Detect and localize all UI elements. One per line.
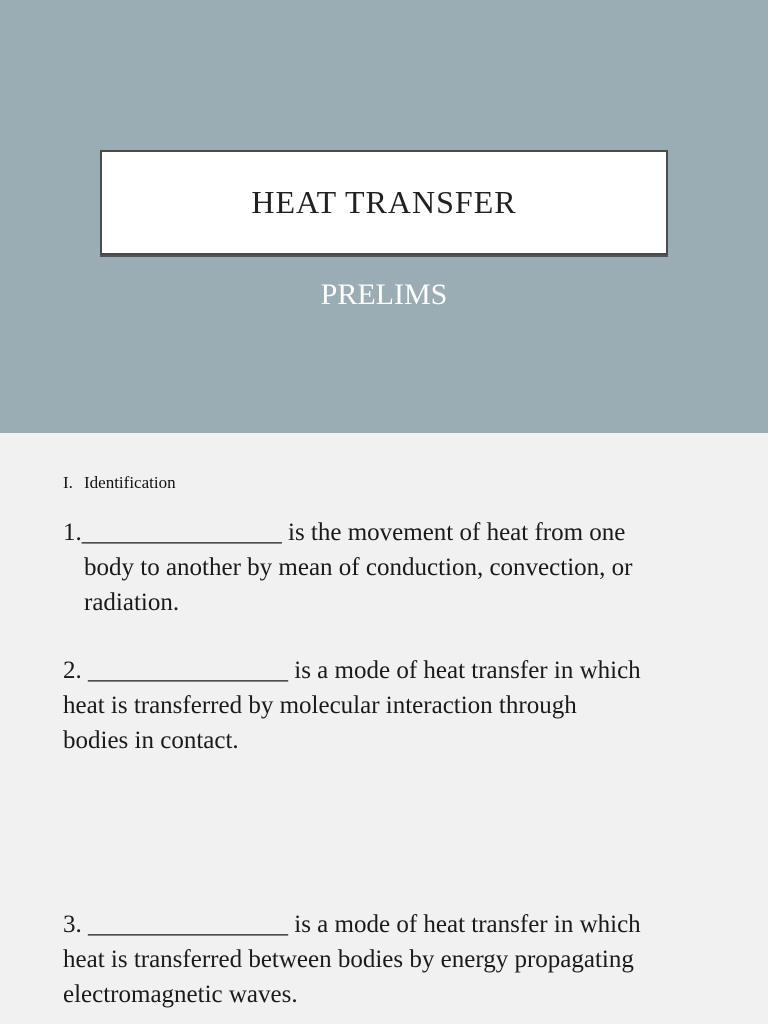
answer-blank: ________________	[88, 657, 288, 684]
answer-blank: ________________	[81, 519, 282, 546]
title-slide	[0, 0, 768, 433]
question-2	[63, 653, 733, 758]
section-heading	[63, 473, 176, 493]
question-number: 1.	[63, 519, 82, 546]
question-slide	[0, 433, 768, 1024]
slide-title: HEAT TRANSFER	[251, 184, 517, 220]
section-label: Identification	[84, 473, 176, 492]
question-2-line-1	[63, 653, 733, 688]
question-number: 3.	[63, 911, 82, 938]
question-3-line-3: electromagnetic waves.	[63, 981, 298, 1008]
question-2-line-3: bodies in contact.	[63, 727, 239, 754]
question-1	[63, 515, 723, 620]
question-3-line-1	[63, 907, 753, 942]
question-text: is a mode of heat transfer in which	[288, 911, 641, 938]
question-1-line-3: radiation.	[84, 589, 180, 616]
question-1-line-2: body to another by mean of conduction, convection, or	[84, 554, 633, 581]
question-text: is the movement of heat from one	[281, 519, 626, 546]
question-1-line-1	[63, 515, 723, 550]
question-3-line-2: heat is transferred between bodies by energy propagating	[63, 946, 634, 973]
answer-blank: ________________	[88, 911, 288, 938]
question-3	[63, 907, 753, 1012]
title-box	[100, 150, 668, 255]
question-text: is a mode of heat transfer in which	[288, 657, 641, 684]
slide-subtitle: PRELIMS	[320, 278, 448, 311]
section-number: I.	[63, 473, 73, 492]
question-2-line-2: heat is transferred by molecular interaction through	[63, 692, 577, 719]
question-number: 2.	[63, 657, 82, 684]
